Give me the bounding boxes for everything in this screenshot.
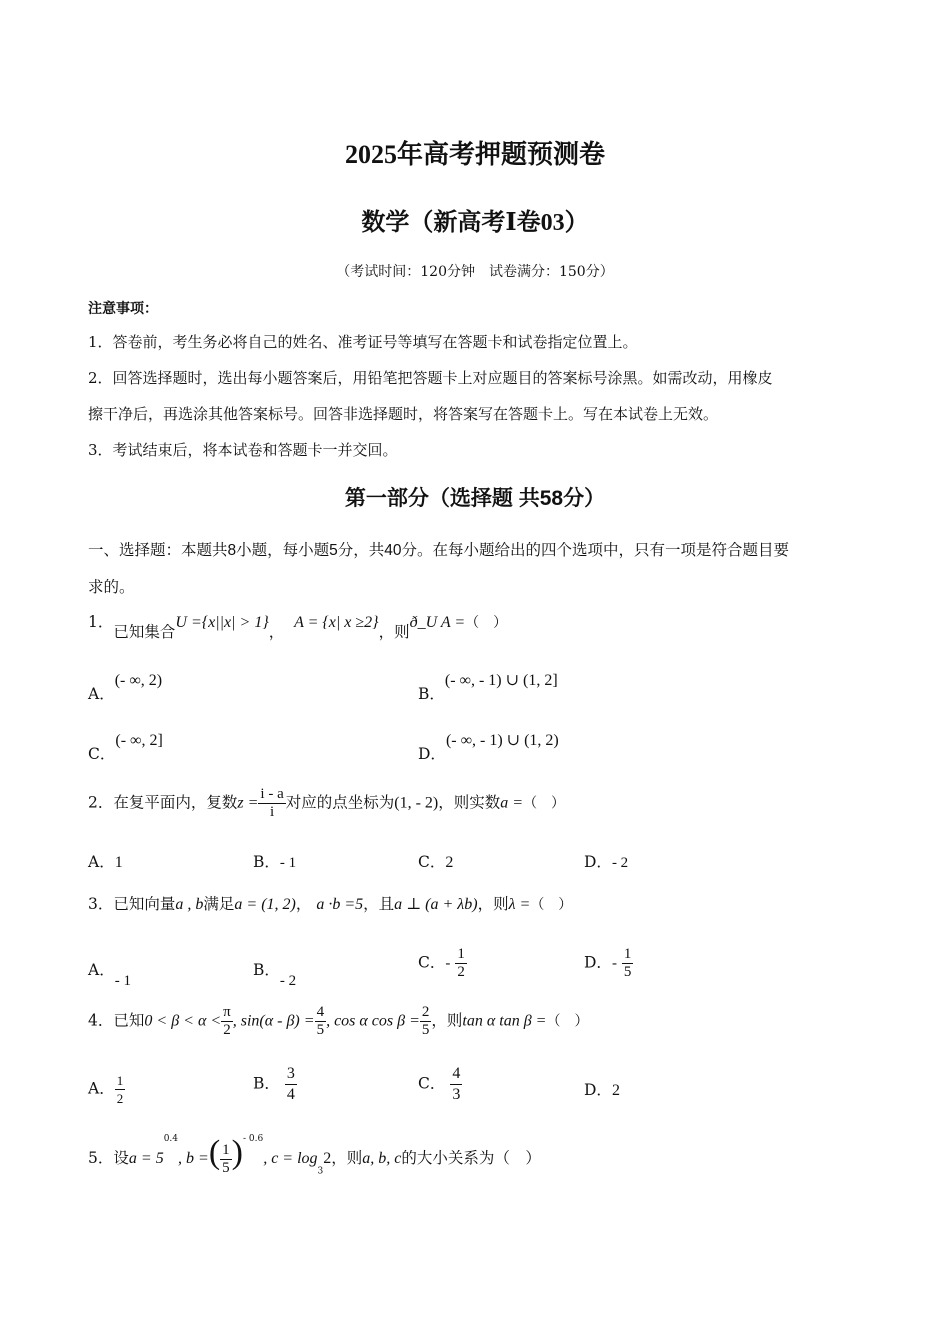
question-text: 的大小关系为（ ）: [401, 1149, 541, 1167]
math-vector-a: a = (1, 2): [234, 896, 296, 913]
option-label: B．: [253, 1074, 280, 1093]
page-subtitle: 数学（新高考Ⅰ卷03）: [361, 210, 589, 236]
answer-paren: （ ）: [546, 1013, 589, 1030]
section-title: 第一部分（选择题 共58分）: [344, 487, 606, 510]
option-b[interactable]: [253, 1064, 297, 1105]
question-text: 在复平面内，复数: [113, 793, 238, 812]
note-2: 2．回答选择题时，选出每小题答案后，用铅笔把答题卡上对应题目的答案标号涂黑。如需改动，用橡皮: [88, 369, 773, 387]
option-value: (- ∞, - 1) ∪ (1, 2): [445, 732, 559, 749]
math-a: a =: [500, 794, 524, 812]
fraction: $\frac{4}{5}$: [316, 1004, 325, 1038]
option-c[interactable]: [418, 946, 467, 981]
note-2-cont: 擦干净后，再选涂其他答案标号。回答非选择题时，将答案写在答题卡上。写在本试卷上无效。: [88, 405, 719, 423]
question-text: 对应的点坐标为: [285, 793, 395, 812]
option-value: - 1: [279, 855, 297, 871]
section-intro: 一、选择题：本题共8小题，每小题5分，共40分。在每小题给出的四个选项中，只有一项是符合题目要: [88, 542, 789, 559]
option-label: A．: [88, 961, 115, 979]
option-value: - 1: [114, 973, 131, 989]
fraction: $\frac{i - a}{i}$: [260, 786, 284, 820]
math-cos: , cos α cos β =: [326, 1012, 420, 1030]
option-d[interactable]: [584, 850, 628, 872]
question-text: ，: [295, 895, 312, 913]
option-label: C．: [88, 745, 116, 763]
question-5: [88, 1134, 541, 1177]
answer-paren: （ ）: [530, 897, 573, 913]
option-value: 2: [445, 854, 454, 871]
minus-sign: -: [611, 955, 617, 972]
option-value: (- ∞, - 1) ∪ (1, 2]: [444, 672, 558, 689]
option-c[interactable]: [418, 1064, 462, 1105]
math-point: (1, - 2): [394, 794, 439, 812]
section-intro-cont: 求的。: [88, 579, 135, 596]
answer-paren: （ ）: [465, 615, 508, 631]
option-value: 1: [114, 854, 123, 871]
question-number: 4．: [88, 1011, 114, 1030]
question-text: 已知向量: [113, 895, 176, 913]
fraction: $\frac{1}{5}$: [222, 1141, 230, 1176]
exponent: - 0.6: [242, 1134, 264, 1144]
option-d[interactable]: [584, 1078, 620, 1100]
option-label: D．: [584, 1081, 612, 1099]
math-lambda: λ =: [508, 896, 531, 913]
math-sin: , sin(α - β) =: [232, 1012, 315, 1030]
question-text: 设: [113, 1149, 129, 1167]
math-a-def: a = 5: [128, 1150, 164, 1167]
fraction: $\frac{4}{3}$: [452, 1065, 461, 1103]
math-b-def: , b =: [178, 1150, 209, 1167]
exam-info: （考试时间：120分钟 试卷满分：150分）: [336, 264, 614, 280]
exponent: 0.4: [163, 1134, 179, 1144]
answer-paren: （ ）: [523, 795, 566, 812]
math-complement: ð_U A =: [409, 614, 466, 631]
math-inequality: 0 < β < α <: [144, 1012, 222, 1030]
fraction: $\frac{1}{2}$: [116, 1073, 124, 1106]
question-number: 3．: [88, 895, 114, 913]
math-tan: tan α tan β =: [462, 1012, 547, 1030]
option-label: A．: [88, 1079, 115, 1098]
note-3: 3．考试结束后，将本试卷和答题卡一并交回。: [88, 441, 398, 459]
option-label: A．: [88, 853, 115, 871]
note-1: 1．答卷前，考生务必将自己的姓名、准考证号等填写在答题卡和试卷指定位置上。: [88, 333, 638, 351]
paren-open: (: [208, 1134, 221, 1171]
question-text: ，: [268, 623, 285, 641]
option-b[interactable]: [253, 850, 296, 872]
option-label: D．: [418, 745, 446, 763]
math-vectors: a , b: [175, 896, 204, 913]
question-text: ，则: [431, 1011, 463, 1030]
option-label: A．: [88, 685, 115, 703]
option-label: C．: [418, 953, 446, 972]
math-set-a: A = {x| x ≥2}: [294, 614, 379, 631]
math-z: z =: [237, 794, 259, 812]
question-text: ，且: [363, 895, 395, 913]
option-label: B．: [418, 685, 445, 703]
option-label: D．: [584, 853, 612, 871]
option-c[interactable]: [88, 728, 163, 763]
question-2: [88, 786, 565, 821]
option-b[interactable]: [418, 668, 558, 703]
math-dot-product: a ·b =5: [316, 896, 364, 913]
fraction: $\frac{1}{2}$: [457, 946, 465, 980]
question-number: 1．: [88, 613, 114, 631]
option-a[interactable]: [88, 958, 131, 989]
option-d[interactable]: [418, 728, 559, 763]
math-abc: a, b, c: [362, 1150, 402, 1167]
fraction: $\frac{2}{5}$: [421, 1004, 430, 1038]
question-text: ，则: [331, 1149, 363, 1167]
math-c-def: , c = log: [263, 1150, 318, 1167]
question-text: ，则实数: [438, 793, 501, 812]
option-c[interactable]: [418, 850, 453, 872]
option-label: C．: [418, 853, 446, 871]
question-3: [88, 892, 572, 914]
fraction: $\frac{1}{5}$: [623, 946, 632, 980]
fraction: $\frac{\pi}{2}$: [223, 1004, 231, 1038]
page-title: 2025年高考押题预测卷: [344, 140, 605, 169]
option-value: - 2: [611, 855, 629, 871]
notes-heading: 注意事项：: [88, 301, 158, 317]
option-b[interactable]: [253, 958, 297, 989]
math-set-u: U ={x||x| > 1}: [175, 614, 269, 631]
option-value: - 2: [279, 973, 297, 989]
option-a[interactable]: [88, 668, 163, 703]
question-4: [88, 1004, 588, 1039]
option-value: 2: [611, 1082, 620, 1099]
question-number: 5．: [88, 1149, 114, 1167]
math-log-arg: 2: [323, 1150, 332, 1167]
option-value: (- ∞, 2]: [115, 732, 163, 749]
question-text: 已知: [113, 1011, 145, 1030]
option-value: (- ∞, 2): [114, 672, 163, 689]
question-text: ，则: [477, 895, 509, 913]
minus-sign: -: [445, 955, 451, 972]
paren-close: ): [231, 1134, 243, 1171]
math-perpendicular: a ⊥ (a + λb): [394, 896, 478, 913]
question-number: 2．: [88, 793, 114, 812]
option-a[interactable]: [88, 850, 123, 872]
fraction: $\frac{3}{4}$: [286, 1065, 295, 1103]
option-a[interactable]: [88, 1072, 125, 1107]
option-label: D．: [584, 953, 612, 972]
option-label: B．: [253, 961, 280, 979]
log-base: 3: [317, 1166, 324, 1177]
question-text: ，则: [378, 623, 410, 641]
question-text: 满足: [203, 895, 235, 913]
option-label: C．: [418, 1074, 446, 1093]
question-text: 已知集合: [113, 623, 176, 641]
question-1: [88, 610, 508, 641]
option-d[interactable]: [584, 946, 633, 981]
option-label: B．: [253, 853, 280, 871]
